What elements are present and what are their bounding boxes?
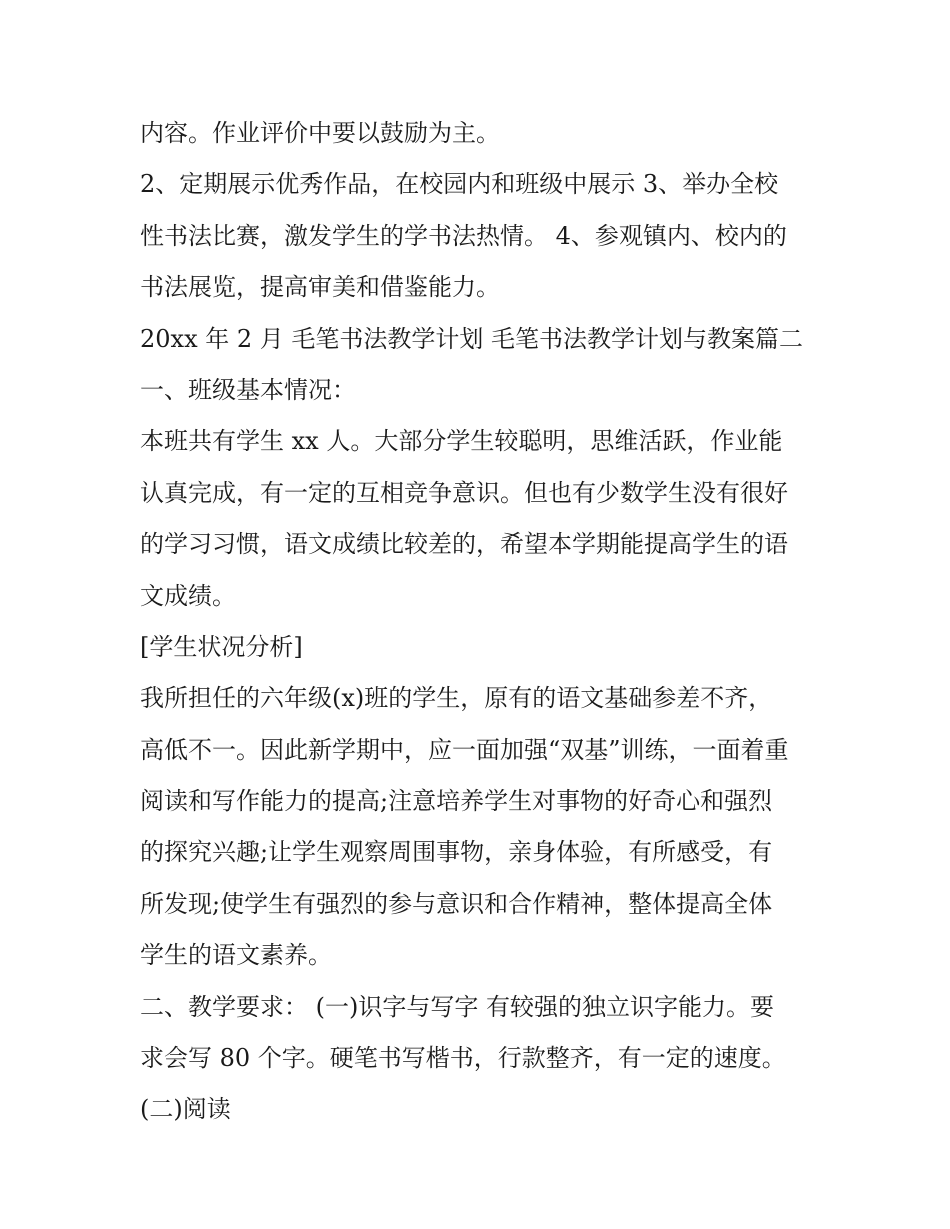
text-line: 的探究兴趣;让学生观察周围事物，亲身体验，有所感受，有 [140, 838, 773, 867]
text-line: 书法展览，提高审美和借鉴能力。 [140, 273, 500, 302]
text-line: 所发现;使学生有强烈的参与意识和合作精神，整体提高全体 [140, 889, 773, 918]
text-line: 性书法比赛，激发学生的学书法热情。 4、参观镇内、校内的 [140, 221, 787, 250]
text-line: 内容。作业评价中要以鼓励为主。 [140, 119, 500, 147]
text-line: 2、定期展示优秀作品，在校园内和班级中展示 3、举办全校 [140, 170, 779, 199]
text-line: 的学习习惯，语文成绩比较差的，希望本学期能提高学生的语 [140, 530, 788, 559]
text-line: 我所担任的六年级(x)班的学生，原有的语文基础参差不齐， [140, 684, 773, 713]
text-line: 学生的语文素养。 [140, 941, 332, 970]
section-heading: (二)阅读 [140, 1095, 231, 1124]
text-line: 认真完成，有一定的互相竞争意识。但也有少数学生没有很好 [140, 478, 788, 507]
section-heading: 二、教学要求： (一)识字与写字 有较强的独立识字能力。要 [140, 992, 774, 1021]
body-text [140, 108, 820, 1136]
text-line: 文成绩。 [140, 581, 236, 610]
text-line: 高低不一。因此新学期中，应一面加强“双基”训练，一面着重 [140, 735, 789, 764]
text-line: 本班共有学生 xx 人。大部分学生较聪明，思维活跃，作业能 [140, 427, 783, 456]
text-line: 阅读和写作能力的提高;注意培养学生对事物的好奇心和强烈 [140, 787, 773, 816]
section-heading: [学生状况分析] [140, 632, 303, 661]
text-line: 求会写 80 个字。硬笔书写楷书，行款整齐，有一定的速度。 [140, 1044, 786, 1073]
section-heading: 一、班级基本情况： [140, 375, 356, 404]
section-heading: 20xx 年 2 月 毛笔书法教学计划 毛笔书法教学计划与教案篇二 [140, 324, 804, 353]
